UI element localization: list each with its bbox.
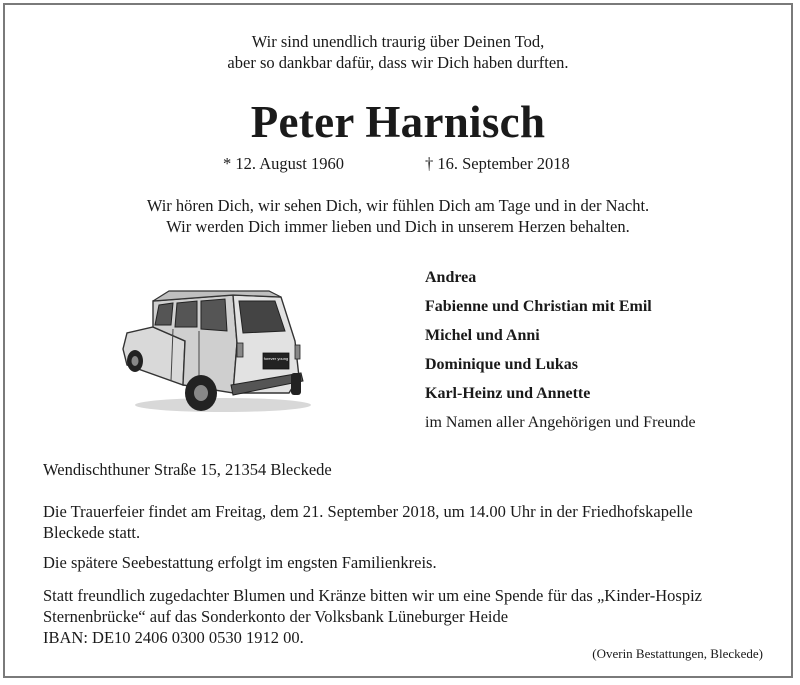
motto-line-1: Wir sind unendlich traurig über Deinen Tod,: [251, 32, 545, 51]
verse: [5, 195, 791, 237]
deceased-name: Peter Harnisch: [250, 97, 546, 147]
donation-line-2: Sternenbrücke“ auf das Sonderkonto der Volksbank Lüneburger Heide: [43, 607, 509, 626]
birth-date: * 12. August 1960: [223, 154, 345, 173]
family-list: [425, 263, 696, 437]
verse-line-2: Wir werden Dich immer lieben und Dich in unserem Herzen behalten.: [166, 217, 630, 236]
donation-notice: [43, 585, 778, 648]
donation-line-3: IBAN: DE10 2406 0300 0530 1912 00.: [43, 628, 304, 647]
vintage-car-illustration: [113, 281, 313, 421]
verse-line-1: Wir hören Dich, wir sehen Dich, wir fühlen Dich am Tage und in der Nacht.: [146, 196, 650, 215]
motto: [5, 31, 791, 73]
donation-line-1: Statt freundlich zugedachter Blumen und Kränze bitten wir um eine Spende für das „Kinder-Hospiz: [43, 586, 703, 605]
family-member: Andrea: [425, 269, 477, 286]
service-line-1: Die Trauerfeier findet am Freitag, dem 21. September 2018, um 14.00 Uhr in der Friedhofskapelle: [43, 502, 693, 521]
service-line-2: Bleckede statt.: [43, 523, 141, 542]
family-member: Fabienne und Christian mit Emil: [425, 298, 652, 315]
family-member: Dominique und Lukas: [425, 356, 578, 373]
address: Wendischthuner Straße 15, 21354 Bleckede: [43, 460, 332, 479]
family-member: Karl-Heinz und Annette: [425, 385, 591, 402]
death-date: † 16. September 2018: [425, 154, 570, 173]
license-plate-text: forever young: [263, 356, 289, 361]
funeral-service-notice: [43, 501, 778, 543]
obituary-frame: [3, 3, 793, 678]
family-member: Michel und Anni: [425, 327, 540, 344]
burial-notice: Die spätere Seebestattung erfolgt im engsten Familienkreis.: [43, 553, 437, 572]
motto-line-2: aber so dankbar dafür, dass wir Dich haben durften.: [227, 53, 569, 72]
funeral-home-credit: (Overin Bestattungen, Bleckede): [592, 646, 763, 661]
family-closing: im Namen aller Angehörigen und Freunde: [425, 414, 696, 431]
